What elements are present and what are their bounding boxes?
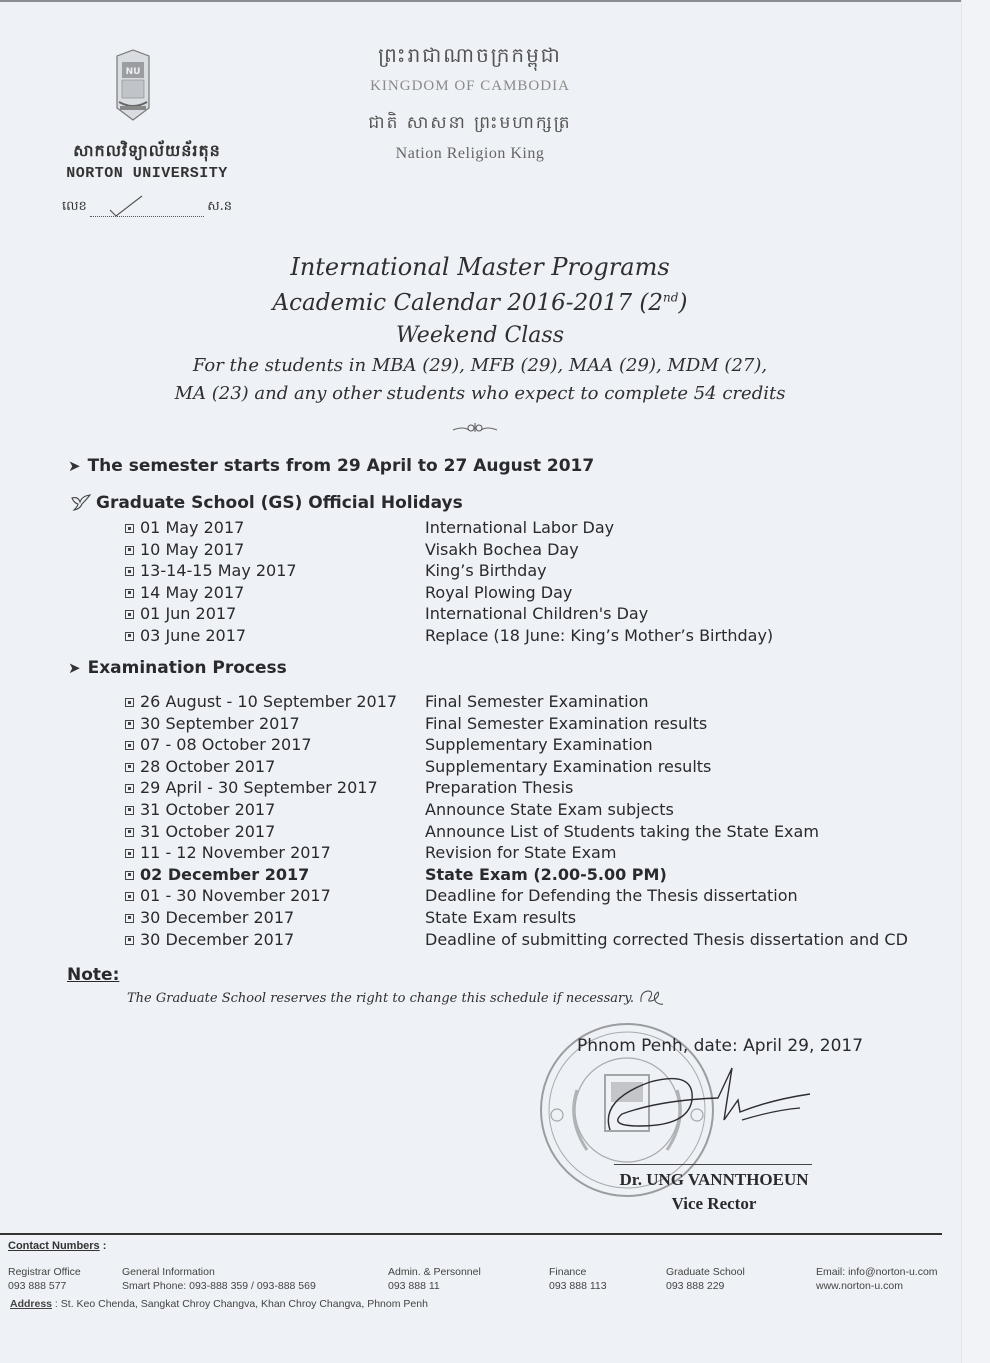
list-item	[125, 821, 819, 843]
holiday-list	[125, 517, 774, 647]
university-name-khmer: សាកលវិទ្យាល័យន័រតុន	[73, 141, 221, 160]
item-date: 03 June 2017	[140, 625, 247, 645]
list-item	[125, 756, 712, 778]
square-bullet-icon	[125, 698, 134, 707]
item-event: Final Semester Examination results	[425, 713, 708, 733]
calendar-subtitle-end: )	[678, 290, 688, 316]
list-item	[125, 777, 574, 799]
square-bullet-icon	[125, 524, 134, 533]
square-bullet-icon	[125, 914, 134, 923]
item-date: 26 August - 10 September 2017	[140, 692, 398, 711]
list-item	[125, 864, 667, 886]
place-and-date: Phnom Penh, date: April 29, 2017	[577, 1036, 864, 1056]
item-event: International Labor Day	[425, 518, 615, 537]
contact-label: Registrar Office	[8, 1266, 81, 1278]
square-bullet-icon	[125, 936, 134, 945]
item-date: 28 October 2017	[140, 756, 276, 776]
exam-heading-text: Examination Process	[87, 658, 287, 678]
reference-number-line	[62, 198, 232, 217]
item-event: Supplementary Examination results	[425, 756, 712, 776]
semester-text: The semester starts from 29 April to 27 August 2017	[87, 456, 595, 476]
item-event: Visakh Bochea Day	[425, 539, 579, 559]
square-bullet-icon	[125, 892, 134, 901]
ref-suffix: ស.ន	[207, 199, 232, 214]
list-item	[125, 885, 798, 907]
item-event: Supplementary Examination	[425, 735, 653, 755]
contact-label: Finance	[549, 1266, 587, 1278]
item-event: Deadline for Defending the Thesis dissertation	[425, 886, 798, 906]
calendar-subtitle-text: Academic Calendar 2016-2017 (2	[272, 290, 664, 316]
signature-line	[614, 1164, 812, 1165]
item-event: King’s Birthday	[425, 561, 547, 581]
item-event: Deadline of submitting corrected Thesis dissertation and CD	[425, 929, 908, 949]
contact-numbers-label-text: Contact Numbers	[8, 1240, 100, 1252]
contact-value: 093 888 229	[666, 1280, 725, 1292]
contact-label: Admin. & Personnel	[388, 1266, 481, 1278]
list-item	[125, 582, 573, 604]
list-item	[125, 691, 649, 713]
item-date: 02 December 2017	[140, 864, 310, 884]
list-item	[125, 539, 579, 561]
chevron-right-icon: ➤	[68, 457, 81, 475]
motto: Nation Religion King	[395, 145, 545, 162]
square-bullet-icon	[125, 546, 134, 555]
contact-value: 093 888 113	[549, 1280, 607, 1292]
item-event: Announce List of Students taking the State Exam	[425, 821, 819, 841]
item-date: 13-14-15 May 2017	[140, 561, 297, 581]
item-date: 31 October 2017	[140, 799, 276, 819]
item-event: International Children's Day	[425, 604, 649, 624]
handwritten-signature	[600, 1060, 820, 1140]
address-label: Address	[10, 1298, 53, 1310]
contact-label: General Information	[122, 1266, 215, 1278]
item-date: 30 December 2017	[140, 929, 295, 949]
note-text-content: The Graduate School reserves the right to change this schedule if necessary.	[127, 991, 634, 1006]
list-item	[125, 560, 547, 582]
ref-dotted-blank	[90, 206, 204, 217]
item-event: Final Semester Examination	[425, 692, 649, 711]
item-date: 30 December 2017	[140, 907, 295, 927]
university-name: NORTON UNIVERSITY	[66, 165, 228, 182]
item-event: Preparation Thesis	[425, 778, 574, 798]
class-type: Weekend Class	[395, 323, 565, 348]
holidays-heading	[70, 493, 463, 513]
item-event: Revision for State Exam	[425, 843, 617, 863]
square-bullet-icon	[125, 567, 134, 576]
address: Address : St. Keo Chenda, Sangkat Chroy Changva, Khan Chroy Changva, Phnom Penh	[10, 1298, 428, 1310]
university-crest-logo	[113, 48, 153, 126]
item-event: State Exam (2.00-5.00 PM)	[425, 864, 667, 884]
kingdom-name-khmer: ព្រះរាជាណាចក្រកម្ពុជា	[378, 43, 562, 67]
square-bullet-icon	[125, 828, 134, 837]
contact-value: 093 888 11	[388, 1280, 440, 1292]
semester-dates	[68, 456, 594, 476]
audience-line-1: For the students in MBA (29), MFB (29), MAA (29), MDM (27),	[192, 355, 768, 376]
item-date: 30 September 2017	[140, 713, 300, 733]
motto-khmer: ជាតិ សាសនា ព្រះមហាក្សត្រ	[368, 113, 572, 133]
item-date: 14 May 2017	[140, 582, 245, 602]
list-item	[125, 517, 615, 539]
item-date: 31 October 2017	[140, 821, 276, 841]
contact-email: Email: info@norton-u.com	[816, 1266, 938, 1278]
list-item	[125, 713, 708, 735]
list-item	[125, 929, 908, 951]
signer-name: Dr. UNG VANNTHOEUN	[619, 1170, 809, 1189]
contact-registrar	[8, 1265, 81, 1293]
ref-prefix: លេខ	[62, 199, 87, 214]
ornament-divider-icon	[451, 422, 499, 434]
item-date: 10 May 2017	[140, 539, 245, 559]
square-bullet-icon	[125, 741, 134, 750]
item-date: 07 - 08 October 2017	[140, 735, 312, 755]
item-event: Royal Plowing Day	[425, 582, 573, 602]
exam-list	[125, 691, 908, 950]
list-item	[125, 799, 674, 821]
kingdom-name: KINGDOM OF CAMBODIA	[370, 78, 570, 94]
item-date: 01 - 30 November 2017	[140, 886, 331, 906]
contact-value: Smart Phone: 093-888 359 / 093-888 569	[122, 1280, 316, 1292]
item-event: State Exam results	[425, 907, 577, 927]
document-title: International Master Programs	[290, 253, 670, 281]
calendar-subtitle-sup: nd	[663, 290, 679, 305]
contact-value: 093 888 577	[8, 1280, 67, 1292]
checkmark-icon	[108, 194, 148, 218]
square-bullet-icon	[125, 610, 134, 619]
square-bullet-icon	[125, 849, 134, 858]
list-item	[125, 603, 649, 625]
square-bullet-icon	[125, 871, 134, 880]
contact-numbers-label: Contact Numbers :	[8, 1240, 107, 1252]
note-text	[127, 988, 664, 1006]
list-item	[125, 625, 774, 647]
svg-text:NU: NU	[125, 67, 141, 77]
list-item	[125, 842, 617, 864]
contact-website: www.norton-u.com	[816, 1280, 903, 1292]
contact-finance	[549, 1265, 607, 1293]
initials-scribble-icon	[638, 988, 664, 1006]
square-bullet-icon	[125, 589, 134, 598]
exam-heading	[68, 658, 287, 678]
square-bullet-icon	[125, 784, 134, 793]
address-text: St. Keo Chenda, Sangkat Chroy Changva, Khan Chroy Changva, Phnom Penh	[60, 1298, 428, 1310]
list-item	[125, 907, 577, 929]
item-event: Announce State Exam subjects	[425, 799, 674, 819]
square-bullet-icon	[125, 632, 134, 641]
contact-general-info	[122, 1265, 316, 1293]
item-date: 29 April - 30 September 2017	[140, 778, 378, 798]
item-date: 01 May 2017	[140, 518, 245, 537]
item-date: 01 Jun 2017	[140, 604, 237, 624]
footer-divider	[0, 1233, 942, 1235]
contact-label: Graduate School	[666, 1266, 745, 1278]
chevron-right-icon: ➤	[68, 659, 81, 677]
page-right-edge	[961, 0, 990, 1363]
signer-title: Vice Rector	[671, 1194, 757, 1213]
contact-graduate-school	[666, 1265, 745, 1293]
dove-icon	[70, 494, 92, 512]
page-top-edge	[0, 0, 962, 2]
list-item	[125, 734, 653, 756]
holidays-heading-text: Graduate School (GS) Official Holidays	[96, 493, 463, 513]
note-label: Note:	[67, 965, 120, 985]
item-date: 11 - 12 November 2017	[140, 843, 331, 863]
square-bullet-icon	[125, 720, 134, 729]
square-bullet-icon	[125, 806, 134, 815]
contact-admin	[388, 1265, 481, 1293]
audience-line-2: MA (23) and any other students who expect to complete 54 credits	[174, 383, 786, 404]
square-bullet-icon	[125, 763, 134, 772]
item-event: Replace (18 June: King’s Mother’s Birthday)	[425, 625, 774, 645]
contact-email-web	[816, 1265, 938, 1293]
calendar-subtitle	[170, 290, 790, 316]
